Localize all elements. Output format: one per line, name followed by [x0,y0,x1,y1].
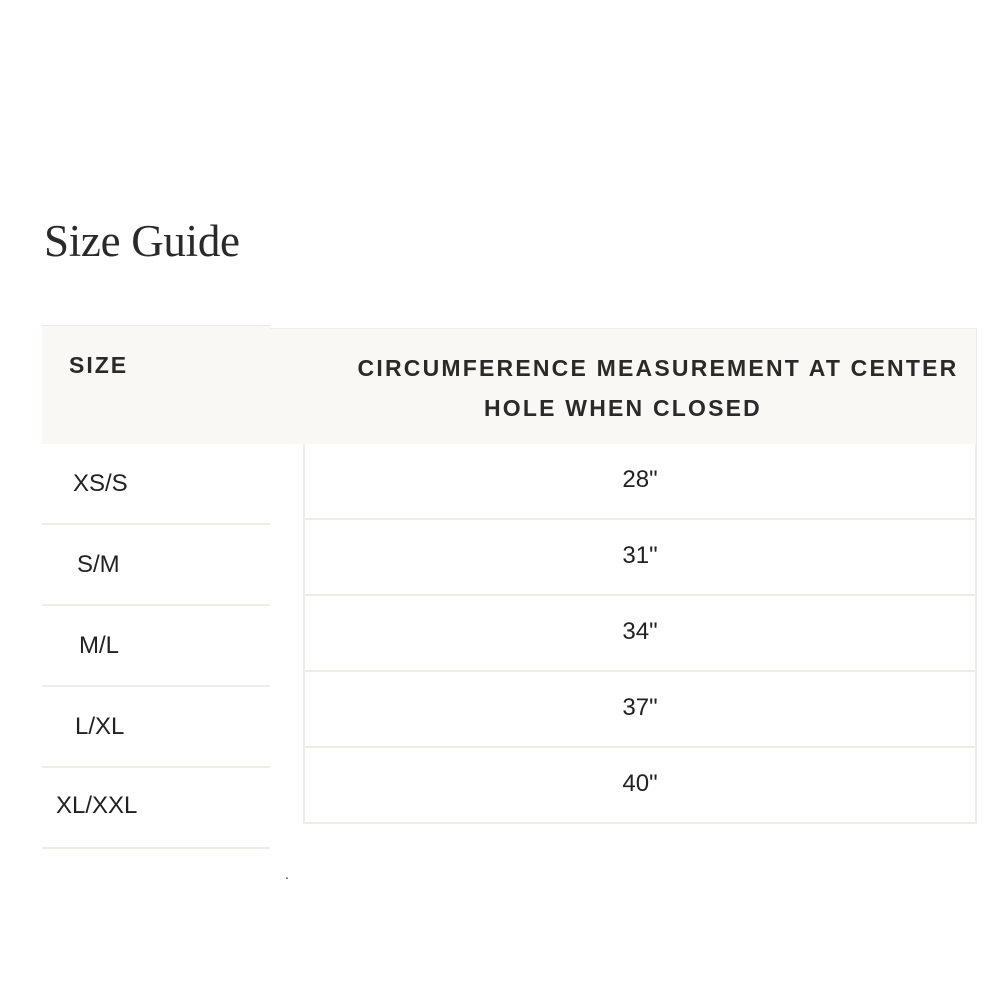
table-row [303,748,977,824]
table-row [42,768,270,849]
measurement-header-line2: HOLE WHEN CLOSED [484,395,762,421]
page-title: Size Guide [44,216,240,266]
measurement-cell: 34" [622,618,658,645]
measurement-cell: 40" [622,770,658,797]
size-cell: XL/XXL [56,792,138,819]
measurement-header-cell [270,328,977,444]
table-row [303,596,977,672]
table-row [42,687,270,768]
measurement-cell: 31" [622,542,658,569]
size-column [42,325,270,849]
table-row [303,672,977,748]
stray-mark: . [285,866,289,882]
size-cell: XS/S [73,470,128,497]
measurement-header-line1: CIRCUMFERENCE MEASUREMENT AT CENTER [357,355,959,381]
size-header-cell [42,325,270,444]
table-row [42,606,270,687]
measurement-column [270,328,977,824]
size-cell: M/L [79,632,120,659]
size-header: SIZE [69,352,129,378]
table-row [303,520,977,596]
measurement-cell: 37" [622,694,658,721]
size-cell: S/M [77,551,120,578]
table-row [42,525,270,606]
measurement-cell: 28" [622,466,658,493]
table-row [303,444,977,520]
table-row [42,444,270,525]
size-cell: L/XL [75,713,125,740]
